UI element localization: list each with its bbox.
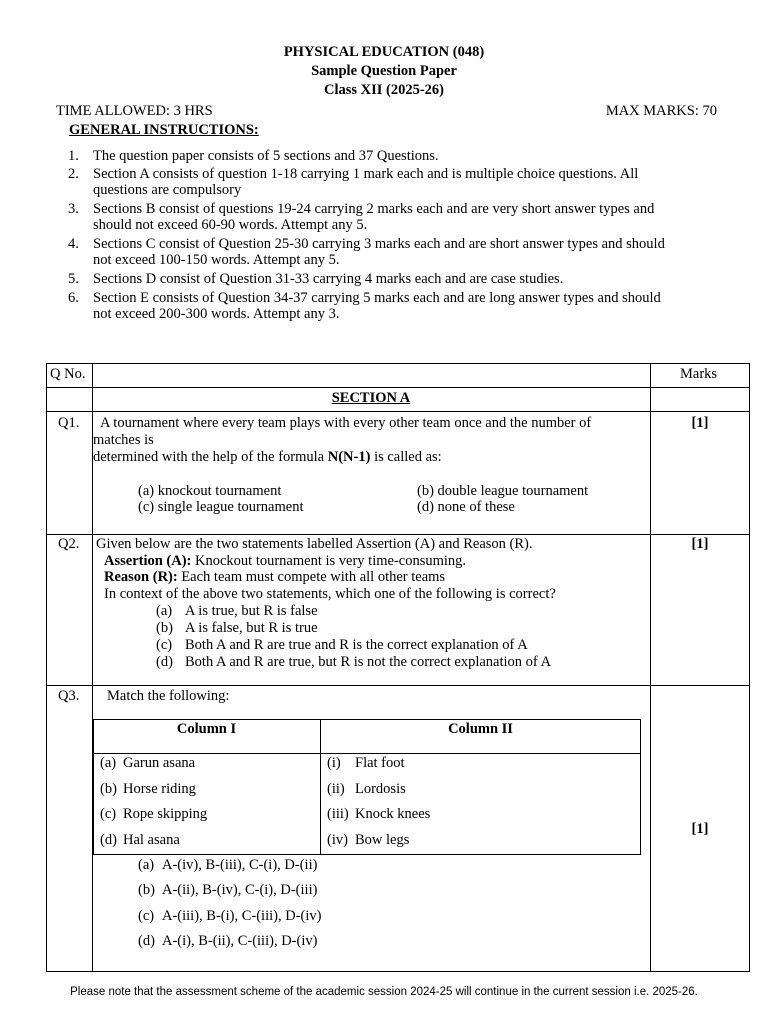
- formula: N(N-1): [327, 449, 371, 465]
- marks-value: [1]: [691, 415, 709, 431]
- question-text: [93, 449, 442, 466]
- column-1-label: (a): [100, 755, 117, 771]
- column-header-marks: Marks: [680, 366, 718, 382]
- column-2-item: Flat foot: [355, 755, 405, 771]
- column-1-item: Horse riding: [123, 781, 196, 797]
- column-2-label: (ii): [327, 781, 345, 797]
- question-text: A tournament where every team plays with every other team once and the number of: [100, 415, 592, 431]
- question-number: Q2.: [58, 536, 80, 552]
- column-1-label: (d): [100, 832, 117, 848]
- question-context: In context of the above two statements, which one of the following is correct?: [104, 586, 556, 602]
- question-text: Match the following:: [107, 688, 230, 704]
- column-header-qno: Q No.: [50, 366, 86, 382]
- option-label: (a): [156, 603, 173, 619]
- answer-text: A-(iv), B-(iii), C-(i), D-(ii): [162, 857, 318, 873]
- column-1-label: (b): [100, 781, 117, 797]
- instruction-number: 2.: [68, 166, 79, 182]
- marks-value: [1]: [691, 536, 709, 552]
- question-number: Q1.: [58, 415, 80, 431]
- instruction-text: The question paper consists of 5 sections and 37 Questions.: [93, 148, 439, 164]
- column-1-label: (c): [100, 806, 117, 822]
- answer-text: A-(ii), B-(iv), C-(i), D-(iii): [162, 882, 318, 898]
- reason-label: Reason (R):: [104, 569, 178, 585]
- option-text: Both A and R are true, but R is not the correct explanation of A: [185, 654, 552, 670]
- option-text: Both A and R are true and R is the correct explanation of A: [185, 637, 528, 653]
- answer-label: (a): [138, 857, 155, 873]
- assertion-label: Assertion (A):: [104, 553, 192, 569]
- instruction-text: Sections D consist of Question 31-33 carrying 4 marks each and are case studies.: [93, 271, 564, 287]
- reason-text: Each team must compete with all other teams: [177, 569, 446, 585]
- instruction-number: 4.: [68, 236, 79, 252]
- assertion: [104, 553, 466, 570]
- instruction-text: not exceed 100-150 words. Attempt any 5.: [93, 252, 340, 268]
- option-text: A is false, but R is true: [185, 620, 318, 636]
- instruction-text: Section E consists of Question 34-37 carrying 5 marks each and are long answer types and should: [93, 290, 661, 306]
- max-marks: MAX MARKS: 70: [605, 103, 717, 119]
- time-allowed: TIME ALLOWED: 3 HRS: [56, 103, 213, 119]
- table-divider: [650, 363, 651, 972]
- option-label: (c): [156, 637, 173, 653]
- question-text-part: is called as:: [370, 449, 442, 465]
- reason: [104, 569, 445, 586]
- instruction-text: questions are compulsory: [93, 182, 242, 198]
- option-d: (d) none of these: [417, 499, 515, 515]
- table-divider: [320, 719, 321, 855]
- column-2-item: Knock knees: [355, 806, 431, 822]
- answer-label: (b): [138, 882, 155, 898]
- table-divider: [46, 534, 750, 535]
- instruction-text: Sections B consist of questions 19-24 carrying 2 marks each and are very short answer types and: [93, 201, 655, 217]
- column-2-header: Column II: [448, 721, 513, 737]
- question-number: Q3.: [58, 688, 80, 704]
- section-title: SECTION A: [331, 390, 411, 406]
- option-label: (d): [156, 654, 173, 670]
- column-2-item: Bow legs: [355, 832, 410, 848]
- question-text-part: determined with the help of the formula: [93, 449, 328, 465]
- instruction-text: not exceed 200-300 words. Attempt any 3.: [93, 306, 340, 322]
- table-divider: [46, 387, 750, 388]
- column-2-label: (i): [327, 755, 341, 771]
- footer-note: Please note that the assessment scheme of the academic session 2024-25 will continue in the current session i.e. 2025-26.: [70, 986, 698, 998]
- column-1-item: Rope skipping: [123, 806, 208, 822]
- assertion-text: Knockout tournament is very time-consuming.: [191, 553, 467, 569]
- instruction-number: 1.: [68, 148, 79, 164]
- table-divider: [46, 685, 750, 686]
- instruction-text: Section A consists of question 1-18 carrying 1 mark each and is multiple choice questions. All: [93, 166, 639, 182]
- column-1-item: Garun asana: [123, 755, 196, 771]
- table-divider: [46, 411, 750, 412]
- option-c: (c) single league tournament: [138, 499, 304, 515]
- option-text: A is true, but R is false: [185, 603, 318, 619]
- answer-text: A-(iii), B-(i), C-(iii), D-(iv): [162, 908, 322, 924]
- option-a: (a) knockout tournament: [138, 483, 282, 499]
- option-label: (b): [156, 620, 173, 636]
- column-2-item: Lordosis: [355, 781, 406, 797]
- subject-title: PHYSICAL EDUCATION (048): [283, 44, 485, 60]
- answer-label: (c): [138, 908, 155, 924]
- instruction-text: Sections C consist of Question 25-30 carrying 3 marks each and are short answer types and should: [93, 236, 665, 252]
- instruction-number: 3.: [68, 201, 79, 217]
- instructions-title: GENERAL INSTRUCTIONS:: [69, 122, 259, 138]
- instruction-number: 5.: [68, 271, 79, 287]
- answer-text: A-(i), B-(ii), C-(iii), D-(iv): [162, 933, 318, 949]
- answer-label: (d): [138, 933, 155, 949]
- column-1-item: Hal asana: [123, 832, 180, 848]
- marks-value: [1]: [691, 821, 709, 837]
- instruction-text: should not exceed 60-90 words. Attempt any 5.: [93, 217, 368, 233]
- table-divider: [93, 753, 641, 754]
- question-text: Given below are the two statements labelled Assertion (A) and Reason (R).: [96, 536, 533, 552]
- option-b: (b) double league tournament: [417, 483, 589, 499]
- class-session: Class XII (2025-26): [323, 82, 445, 98]
- column-1-header: Column I: [176, 721, 237, 737]
- instruction-number: 6.: [68, 290, 79, 306]
- paper-type: Sample Question Paper: [311, 63, 457, 79]
- column-2-label: (iii): [327, 806, 349, 822]
- question-text: matches is: [93, 432, 154, 448]
- column-2-label: (iv): [327, 832, 348, 848]
